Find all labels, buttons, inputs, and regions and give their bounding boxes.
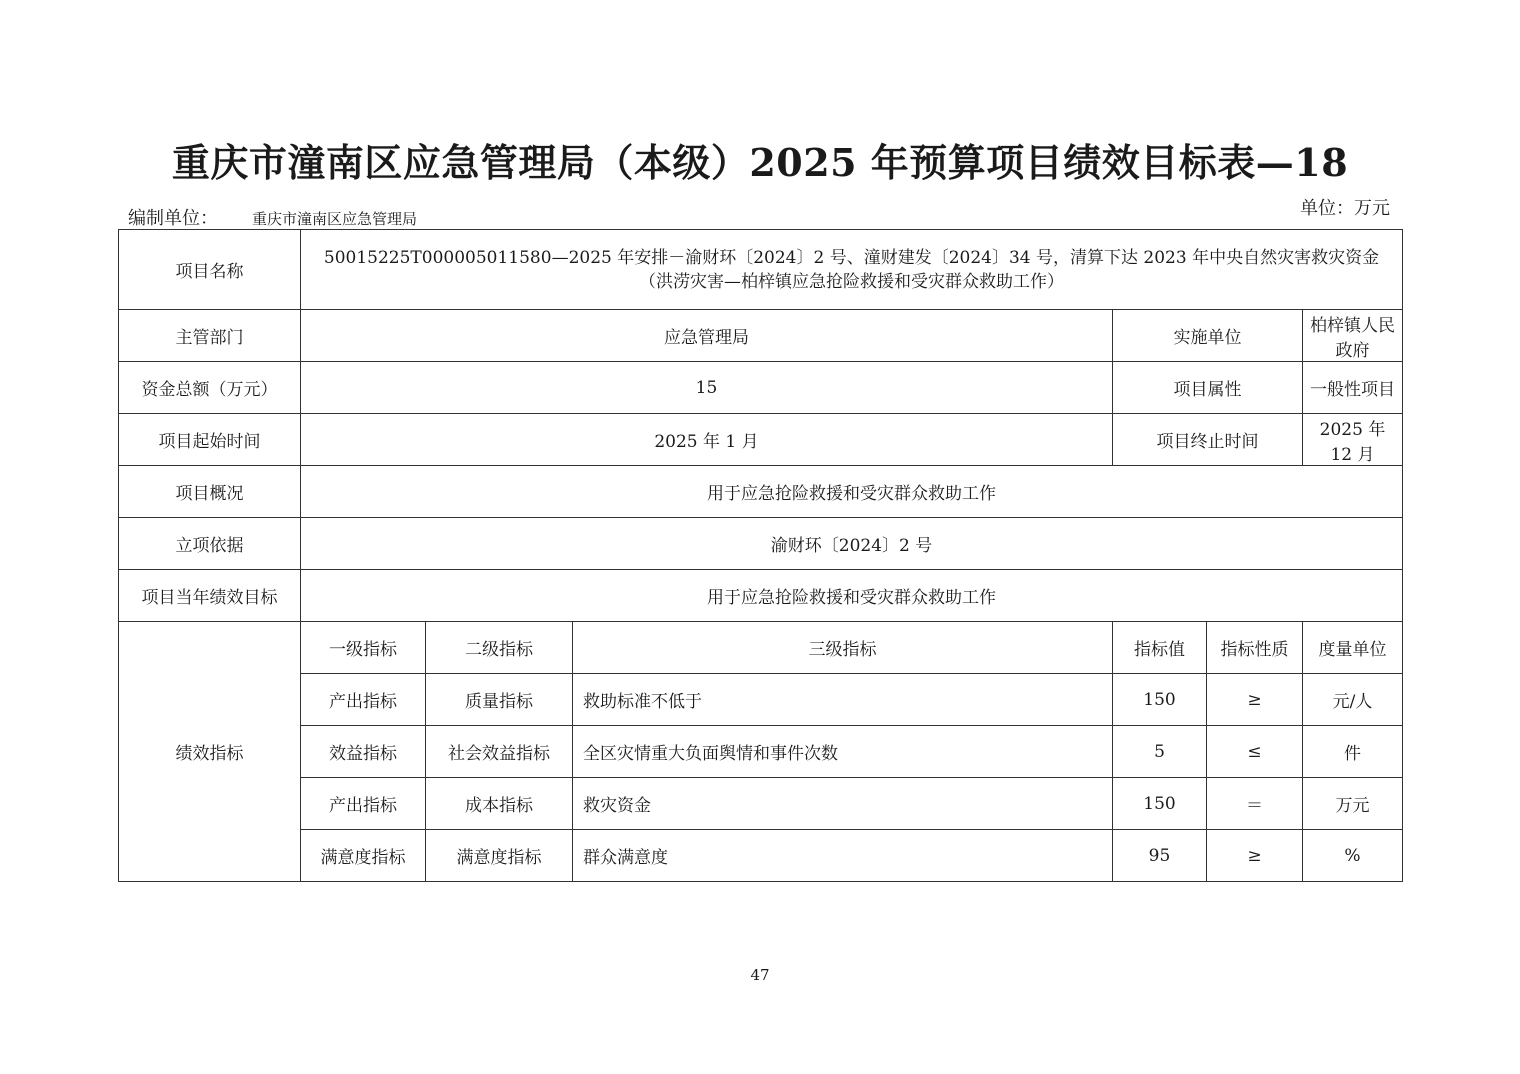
level3-cell: 救助标准不低于	[573, 674, 1113, 726]
overview-value: 用于应急抢险救援和受灾群众救助工作	[301, 466, 1403, 518]
value-cell: 5	[1113, 726, 1207, 778]
level1-cell: 满意度指标	[301, 830, 426, 882]
table-row	[119, 830, 1403, 882]
header-level2: 二级指标	[426, 622, 573, 674]
level3-cell: 群众满意度	[573, 830, 1113, 882]
basis-label: 立项依据	[119, 518, 301, 570]
unit-cell: %	[1303, 830, 1403, 882]
row-time	[119, 414, 1403, 466]
row-goal	[119, 570, 1403, 622]
level1-cell: 产出指标	[301, 674, 426, 726]
impl-value: 柏梓镇人民政府	[1303, 310, 1403, 362]
header-nature: 指标性质	[1207, 622, 1303, 674]
level3-cell: 全区灾情重大负面舆情和事件次数	[573, 726, 1113, 778]
nature-cell: ≥	[1207, 830, 1303, 882]
project-name-line2: （洪涝灾害—柏梓镇应急抢险救援和受灾群众救助工作）	[639, 271, 1064, 292]
value-cell: 150	[1113, 674, 1207, 726]
level1-cell: 产出指标	[301, 778, 426, 830]
value-cell: 95	[1113, 830, 1207, 882]
basis-value: 渝财环〔2024〕2 号	[301, 518, 1403, 570]
start-value: 2025 年 1 月	[301, 414, 1113, 466]
performance-target-table	[118, 229, 1403, 882]
indicator-header-row	[119, 622, 1403, 674]
project-name-line1: 50015225T000005011580—2025 年安排－渝财环〔2024〕2 号、潼财建发〔2024〕34 号，清算下达 2023 年中央自然灾害救灾资金	[323, 247, 1380, 268]
page-title: 重庆市潼南区应急管理局（本级）2025 年预算项目绩效目标表—18	[171, 140, 1349, 185]
indicators-section-label: 绩效指标	[119, 622, 301, 882]
compiling-unit	[128, 204, 417, 230]
dept-label: 主管部门	[119, 310, 301, 362]
row-project-name	[119, 230, 1403, 310]
header-value: 指标值	[1113, 622, 1207, 674]
impl-label: 实施单位	[1113, 310, 1303, 362]
level3-cell: 救灾资金	[573, 778, 1113, 830]
start-label: 项目起始时间	[119, 414, 301, 466]
unit-cell: 元/人	[1303, 674, 1403, 726]
table-row	[119, 674, 1403, 726]
value-cell: 150	[1113, 778, 1207, 830]
header-unit: 度量单位	[1303, 622, 1403, 674]
row-overview	[119, 466, 1403, 518]
dept-value: 应急管理局	[301, 310, 1113, 362]
end-value: 2025 年 12 月	[1303, 414, 1403, 466]
attr-value: 一般性项目	[1303, 362, 1403, 414]
header-level3: 三级指标	[573, 622, 1113, 674]
page-number: 47	[750, 966, 770, 984]
attr-label: 项目属性	[1113, 362, 1303, 414]
unit-label: 单位：万元	[1300, 198, 1390, 219]
project-name-value	[301, 230, 1403, 310]
header-level1: 一级指标	[301, 622, 426, 674]
unit-cell: 件	[1303, 726, 1403, 778]
compiling-unit-value: 重庆市潼南区应急管理局	[252, 210, 418, 228]
unit-cell: 万元	[1303, 778, 1403, 830]
row-dept	[119, 310, 1403, 362]
nature-cell: ≤	[1207, 726, 1303, 778]
level1-cell: 效益指标	[301, 726, 426, 778]
nature-cell: ＝	[1207, 778, 1303, 830]
end-label: 项目终止时间	[1113, 414, 1303, 466]
goal-value: 用于应急抢险救援和受灾群众救助工作	[301, 570, 1403, 622]
project-name-label: 项目名称	[119, 230, 301, 310]
level2-cell: 成本指标	[426, 778, 573, 830]
nature-cell: ≥	[1207, 674, 1303, 726]
row-basis	[119, 518, 1403, 570]
fund-value: 15	[301, 362, 1113, 414]
level2-cell: 社会效益指标	[426, 726, 573, 778]
table-row	[119, 778, 1403, 830]
level2-cell: 满意度指标	[426, 830, 573, 882]
compiling-unit-label: 编制单位：	[128, 208, 218, 229]
table-row	[119, 726, 1403, 778]
level2-cell: 质量指标	[426, 674, 573, 726]
row-fund	[119, 362, 1403, 414]
fund-label: 资金总额（万元）	[119, 362, 301, 414]
overview-label: 项目概况	[119, 466, 301, 518]
goal-label: 项目当年绩效目标	[119, 570, 301, 622]
